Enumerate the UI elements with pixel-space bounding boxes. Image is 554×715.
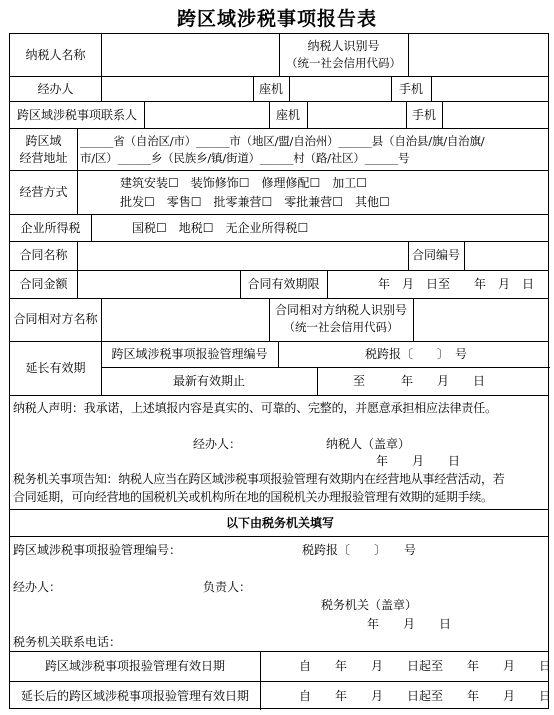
- extend-code-value: 税跨报〔 〕 号: [365, 347, 468, 361]
- row-divider: [10, 76, 548, 77]
- taxpayer-id-sublabel: （统一社会信用代码）: [286, 56, 401, 70]
- row-divider: [101, 367, 550, 368]
- tax-authority-date: 年 月 日: [367, 617, 452, 631]
- row-divider: [10, 651, 548, 652]
- extend-code-label: 跨区域涉税事项报验管理编号: [111, 347, 268, 361]
- row-divider: [10, 395, 548, 396]
- counterparty-label: 合同相对方名称: [13, 312, 98, 326]
- row-divider: [10, 509, 548, 510]
- tax-notice-line-2: 合同延期，可向经营地的国税机关或机构所在地的国税机关办理报验管理有效期的延期手续。: [13, 490, 493, 504]
- tax-section-header: 以下由税务机关填写: [225, 516, 334, 530]
- tax-notice-line-1: 税务机关事项告知：纳税人应当在跨区域涉税事项报验管理有效期内在经营地从事经营活动，若: [13, 472, 505, 486]
- contract-period-label: 合同有效期限: [247, 277, 320, 291]
- contract-amount-label: 合同金额: [19, 277, 68, 291]
- valid-period-label: 跨区域涉税事项报验管理有效日期: [44, 659, 225, 673]
- address-line-2: 市/区）______乡（民族乡/镇/街道）______村（路/社区）______号: [80, 151, 410, 165]
- tax-authority-seal: 税务机关（盖章）: [321, 598, 418, 612]
- row-divider: [10, 681, 548, 682]
- address-line-1: ______省（自治区/市）______市（地区/盟/自治州）______县（自治县/旗/自治旗/: [80, 134, 485, 148]
- contract-name-label: 合同名称: [19, 248, 68, 262]
- handler-label: 经办人: [37, 82, 74, 96]
- tax-code-value: 税跨报〔 〕 号: [302, 543, 417, 557]
- mobile2-label: 手机: [411, 108, 436, 122]
- tax-code-label: 跨区域涉税事项报验管理编号：: [13, 543, 182, 557]
- contract-no-label: 合同编号: [411, 248, 460, 262]
- business-mode-label: 经营方式: [19, 185, 68, 199]
- tax-phone-label: 税务机关联系电话：: [13, 635, 122, 649]
- business-mode-options-1[interactable]: 建筑安装☐ 装饰修饰☐ 修理修配☐ 加工☐: [120, 176, 368, 190]
- row-divider: [10, 170, 548, 171]
- row-divider: [10, 270, 548, 271]
- taxpayer-id-label: 纳税人识别号: [307, 39, 380, 53]
- address-label-line1: 跨区域: [25, 134, 62, 148]
- form-table: [9, 33, 552, 709]
- declaration-handler: 经办人：: [193, 437, 242, 451]
- declaration-seal: 纳税人（盖章）: [326, 437, 411, 451]
- mobile-label: 手机: [398, 82, 423, 96]
- row-divider: [10, 241, 548, 242]
- income-tax-label: 企业所得税: [20, 221, 81, 235]
- row-divider: [10, 101, 548, 102]
- address-label-line2: 经营地址: [19, 151, 68, 165]
- contract-period-dates: 年 月 日至 年 月 日: [378, 277, 535, 291]
- tax-handler-label: 经办人：: [13, 580, 62, 594]
- valid-period-value: 自 年 月 日起至 年 月 日: [299, 659, 552, 673]
- extended-valid-period-value: 自 年 月 日起至 年 月 日: [299, 689, 552, 703]
- landline-label: 座机: [258, 82, 283, 96]
- contact-label: 跨区域涉税事项联系人: [16, 108, 137, 122]
- taxpayer-declaration: 纳税人声明：我承诺，上述填报内容是真实的、可靠的、完整的，并愿意承担相应法律责任。: [13, 401, 497, 415]
- extended-valid-period-label: 延长后的跨区域涉税事项报验管理有效日期: [20, 689, 249, 703]
- row-divider: [10, 341, 548, 342]
- form-title: 跨区域涉税事项报告表: [176, 8, 377, 30]
- extend-deadline-value: 至 年 月 日: [353, 374, 486, 388]
- row-divider: [10, 298, 548, 299]
- tax-manager-label: 负责人：: [203, 580, 252, 594]
- row-divider: [10, 128, 548, 129]
- declaration-date: 年 月 日: [376, 454, 461, 468]
- business-mode-options-2[interactable]: 批发☐ 零售☐ 批零兼营☐ 零批兼营☐ 其他☐: [120, 195, 390, 209]
- counterparty-id-sublabel: （统一社会信用代码）: [283, 320, 399, 334]
- counterparty-id-label: 合同相对方纳税人识别号: [274, 303, 407, 317]
- row-divider: [10, 536, 548, 537]
- taxpayer-name-label: 纳税人名称: [25, 48, 86, 62]
- landline2-label: 座机: [275, 108, 300, 122]
- extend-deadline-label: 最新有效期止: [172, 374, 245, 388]
- income-tax-options[interactable]: 国税☐ 地税☐ 无企业所得税☐: [132, 221, 309, 235]
- extend-label: 延长有效期: [25, 361, 86, 375]
